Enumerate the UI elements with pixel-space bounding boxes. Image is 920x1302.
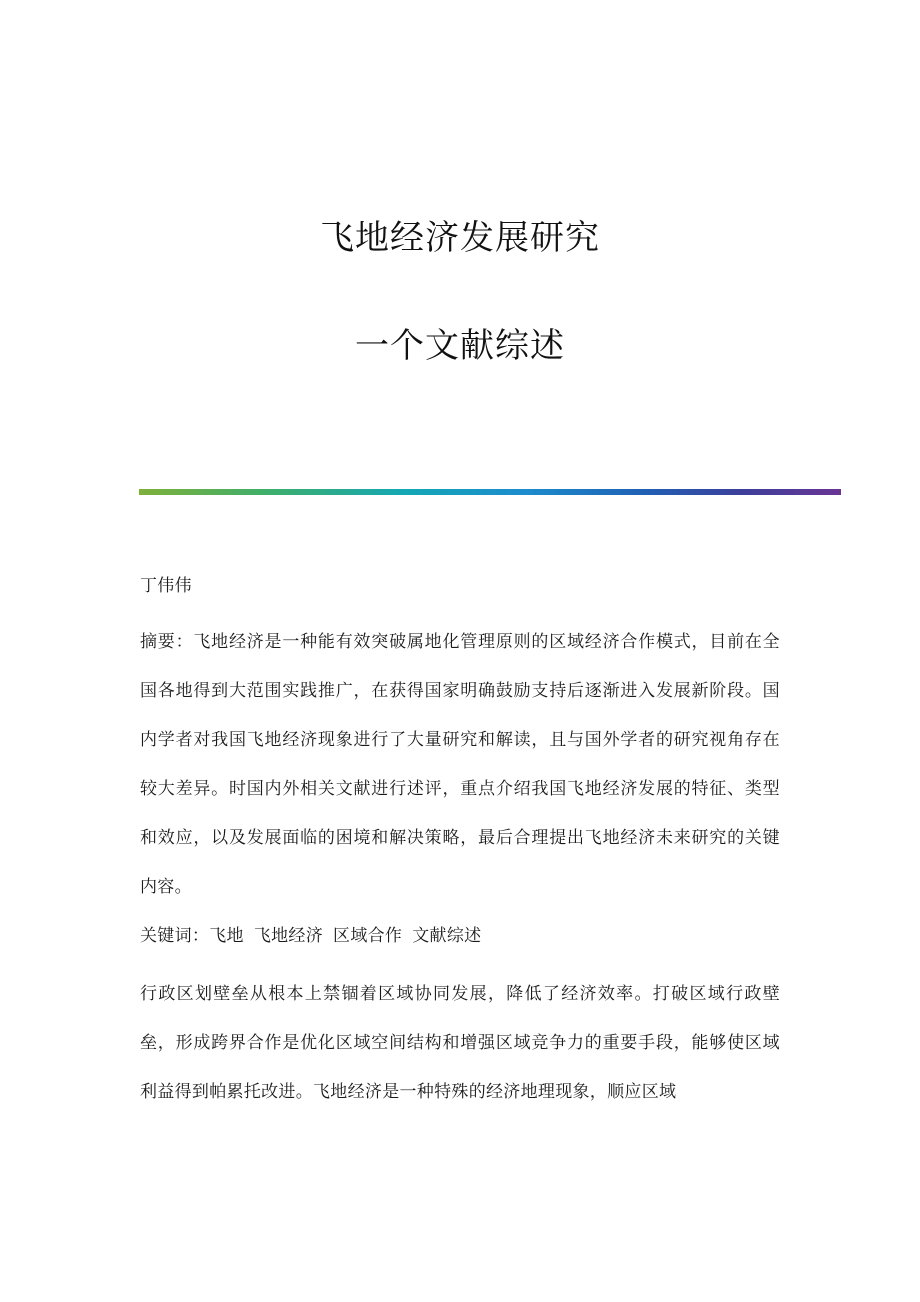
document-subtitle: 一个文献综述 <box>355 326 565 366</box>
abstract-paragraph: 摘要：飞地经济是一种能有效突破属地化管理原则的区域经济合作模式，目前在全国各地得到大范围实践推广，在获得国家明确鼓励支持后逐渐进入发展新阶段。国内学者对我国飞地经济现象进行了大量研究和解读，且与国外学者的研究视角存在较大差异。时国内外相关文献进行述评，重点介绍我国飞地经济发展的特征、类型和效应，以及发展面临的困境和解决策略，最后合理提出飞地经济未来研究的关键内容。 <box>140 632 780 897</box>
keyword-item: 区域合作 <box>333 926 403 946</box>
document-title: 飞地经济发展研究 <box>320 218 600 258</box>
keywords-label: 关键词： <box>140 926 210 946</box>
keyword-item: 飞地 <box>209 926 244 946</box>
gradient-divider <box>139 489 841 495</box>
keywords-line <box>140 912 780 961</box>
keyword-item: 文献综述 <box>412 926 482 946</box>
author-name: 丁伟伟 <box>140 576 192 596</box>
intro-paragraph: 行政区划壁垒从根本上禁锢着区域协同发展，降低了经济效率。打破区域行政壁垒，形成跨界合作是优化区域空间结构和增强区域竞争力的重要手段，能够使区域利益得到帕累托改进。飞地经济是一种特殊的经济地理现象，顺应区域 <box>140 984 780 1102</box>
keyword-item: 飞地经济 <box>253 926 324 946</box>
